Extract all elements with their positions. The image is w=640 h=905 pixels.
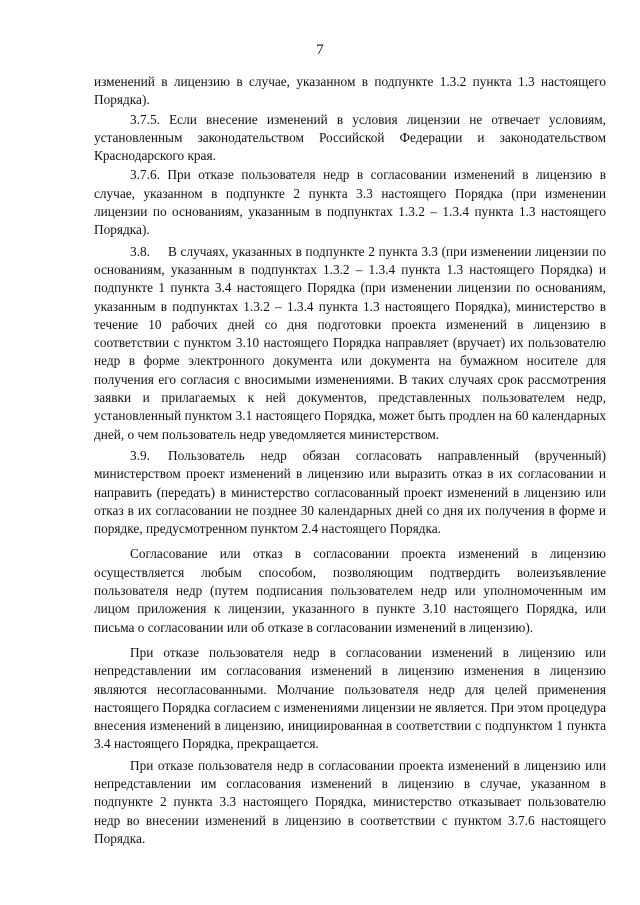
- paragraph-refusal-denial: [94, 757, 606, 848]
- clause-text: При отказе пользователя недр в согласовании изменений в лицензию в случае, указанном в подпункте 2 пункта 3.3 настоящего Порядка (при изменении лицензии по основаниям, указанным в подпунктах 1.3.2 – 1.3.4 пункта 1.3 настоящего Порядка).: [94, 167, 606, 238]
- clause-3-8: [94, 243, 606, 444]
- clause-text: Пользователь недр обязан согласовать направленный (врученный) министерством проект изменений в лицензию или выразить отказ в их согласовании и направить (передать) в министерство согласованный проект изменений в лицензию или отказ в их согласовании не позднее 30 календарных дней со дня их получения в форме и порядке, предусмотренном пунктом 2.4 настоящего Порядка.: [94, 447, 606, 537]
- page-number: 7: [316, 42, 324, 58]
- clause-number: 3.7.6.: [130, 167, 160, 183]
- clause-text: Если внесение изменений в условия лицензии не отвечает условиям, установленным законодательством Российской Федерации и законодательством Краснодарского края.: [94, 111, 606, 164]
- paragraph-text: При отказе пользователя недр в согласовании изменений в лицензию или непредставлении им согласования изменений в лицензию изменения в лицензию являются несогласованными. Молчание пользователя недр для целей применения настоящего Порядка согласием с изменениями лицензии не является. При этом процедура внесения изменений в лицензию, инициированная в соответствии с подпунктом 1 пункта 3.4 настоящего Порядка, прекращается.: [94, 644, 606, 752]
- clause-3-7-6: [94, 166, 606, 239]
- paragraph-agreement-method: [94, 545, 606, 636]
- clause-3-7-5: [94, 111, 606, 166]
- paragraph-text: При отказе пользователя недр в согласовании проекта изменений в лицензию или непредставлении им согласования изменений в лицензию в случае, указанном в подпункте 2 пункта 3.3 настоящего Порядка, министерство отказывает пользователю недр во внесении изменений в лицензию в соответствии с пунктом 3.7.6 настоящего Порядка.: [94, 757, 606, 846]
- clause-number: 3.7.5.: [130, 111, 160, 127]
- paragraph-text: изменений в лицензию в случае, указанном в подпункте 1.3.2 пункта 1.3 настоящего Порядка).: [94, 74, 606, 108]
- clause-number: 3.8.: [130, 243, 150, 259]
- document-body: [94, 73, 606, 848]
- paragraph-continuation: [94, 73, 606, 110]
- paragraph-refusal-termination: [94, 644, 606, 754]
- clause-3-9: [94, 447, 606, 538]
- clause-number: 3.9.: [130, 447, 150, 463]
- clause-text: В случаях, указанных в подпункте 2 пункта 3.3 (при изменении лицензии по основаниям, указанным в подпунктах 1.3.2 – 1.3.4 пункта 1.3 настоящего Порядка) и подпункте 1 пункта 3.4 настоящего Порядка (при изменении лицензии по основаниям, указанным в подпунктах 1.3.2 – 1.3.4 пункта 1.3 настоящего Порядка), министерство в течение 10 рабочих дней со дня подготовки проекта изменений в лицензию в соответствии с пунктом 3.10 настоящего Порядка направляет (вручает) их пользователю недр в форме электронного документа или документа на бумажном носителе для получения его согласия с вносимыми изменениями. В таких случаях срок рассмотрения заявки и прилагаемых к ней документов, представленных пользователем недр, установленный пунктом 3.1 настоящего Порядка, может быть продлен на 60 календарных дней, о чем пользователь недр уведомляется министерством.: [94, 243, 606, 442]
- paragraph-text: Согласование или отказ в согласовании проекта изменений в лицензию осуществляется любым способом, позволяющим подтвердить волеизъявление пользователя недр (путем подписания пользователем недр или уполномоченным им лицом приложения к лицензии, указанного в пункте 3.10 настоящего Порядка, или письма о согласовании или об отказе в согласовании изменений в лицензию).: [94, 546, 606, 635]
